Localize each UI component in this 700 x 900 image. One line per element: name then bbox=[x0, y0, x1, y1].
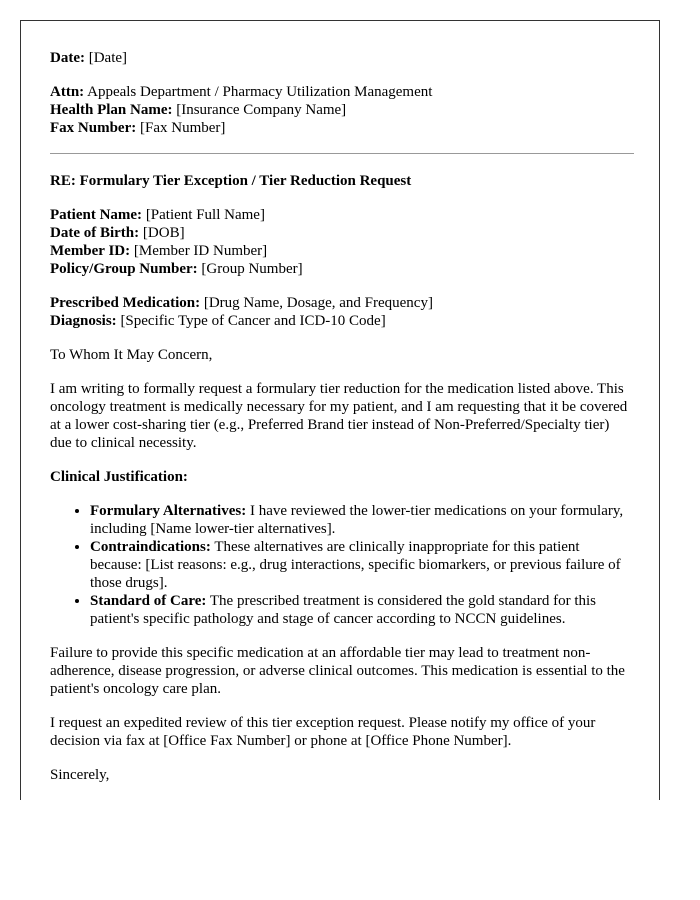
request-paragraph: I request an expedited review of this tier exception request. Please notify my office of your decision via fax at [Office Fax Number] or phone at [Office Phone Number]. bbox=[50, 715, 596, 749]
member-id-label: Member ID: bbox=[50, 243, 131, 259]
risk-paragraph: Failure to provide this specific medication at an affordable tier may lead to treatment non-adherence, disease progression, or adverse clinical outcomes. This medication is essential to the patient's oncology care plan. bbox=[50, 645, 625, 697]
member-id-value: [Member ID Number] bbox=[133, 243, 268, 259]
medication-label: Prescribed Medication: bbox=[50, 295, 201, 311]
justification-item-label: Formulary Alternatives: bbox=[90, 503, 247, 519]
date-line bbox=[50, 49, 634, 67]
attn-label: Attn: bbox=[50, 84, 85, 100]
member-id-line bbox=[50, 242, 634, 260]
intro-paragraph: I am writing to formally request a formulary tier reduction for the medication listed above. This oncology treatment is medically necessary for my patient, and I am requesting that it be covered at a lower cost-sharing tier (e.g., Preferred Brand tier instead of Non-Preferred/Specialty tier) due to clinical necessity. bbox=[50, 381, 628, 451]
dob-label: Date of Birth: bbox=[50, 225, 140, 241]
dob-line bbox=[50, 224, 634, 242]
diagnosis-value: [Specific Type of Cancer and ICD-10 Code] bbox=[120, 313, 386, 329]
policy-line bbox=[50, 260, 634, 278]
date-label: Date: bbox=[50, 50, 85, 66]
justification-item-text: The prescribed treatment is considered the gold standard for this patient's specific pathology and stage of cancer according to NCCN guidelines. bbox=[90, 593, 597, 627]
patient-name-value: [Patient Full Name] bbox=[145, 207, 265, 223]
patient-block bbox=[50, 206, 634, 278]
fax-line bbox=[50, 119, 634, 137]
justification-item-contraindications bbox=[90, 538, 634, 592]
justification-item-text: I have reviewed the lower-tier medications on your formulary, including [Name lower-tier alternatives]. bbox=[90, 503, 624, 537]
medication-line bbox=[50, 294, 634, 312]
fax-label: Fax Number: bbox=[50, 120, 137, 136]
justification-list bbox=[50, 502, 634, 628]
diagnosis-label: Diagnosis: bbox=[50, 313, 117, 329]
recipient-block bbox=[50, 83, 634, 137]
closing: Sincerely, bbox=[50, 767, 110, 783]
salutation: To Whom It May Concern, bbox=[50, 347, 213, 363]
plan-value: [Insurance Company Name] bbox=[176, 102, 347, 118]
justification-item-alternatives bbox=[90, 502, 634, 538]
plan-line bbox=[50, 101, 634, 119]
fax-value: [Fax Number] bbox=[140, 120, 226, 136]
plan-label: Health Plan Name: bbox=[50, 102, 173, 118]
letter-page bbox=[20, 20, 660, 800]
attn-line bbox=[50, 83, 634, 101]
policy-label: Policy/Group Number: bbox=[50, 261, 198, 277]
medication-block bbox=[50, 294, 634, 330]
patient-name-label: Patient Name: bbox=[50, 207, 143, 223]
policy-value: [Group Number] bbox=[201, 261, 303, 277]
justification-item-standard-of-care bbox=[90, 592, 634, 628]
date-block bbox=[50, 49, 634, 67]
dob-value: [DOB] bbox=[142, 225, 185, 241]
justification-item-label: Standard of Care: bbox=[90, 593, 207, 609]
header-divider bbox=[50, 153, 634, 154]
date-value: [Date] bbox=[88, 50, 128, 66]
justification-heading: Clinical Justification: bbox=[50, 469, 188, 485]
justification-item-text: These alternatives are clinically inappropriate for this patient because: [List reasons: e.g., drug interactions, specific biomarkers, or previous failure of those drugs]. bbox=[90, 539, 621, 591]
letter-content bbox=[50, 49, 634, 800]
justification-item-label: Contraindications: bbox=[90, 539, 211, 555]
attn-value: Appeals Department / Pharmacy Utilization Management bbox=[87, 84, 433, 100]
diagnosis-line bbox=[50, 312, 634, 330]
patient-name-line bbox=[50, 206, 634, 224]
medication-value: [Drug Name, Dosage, and Frequency] bbox=[203, 295, 433, 311]
subject-line: RE: Formulary Tier Exception / Tier Reduction Request bbox=[50, 173, 412, 189]
